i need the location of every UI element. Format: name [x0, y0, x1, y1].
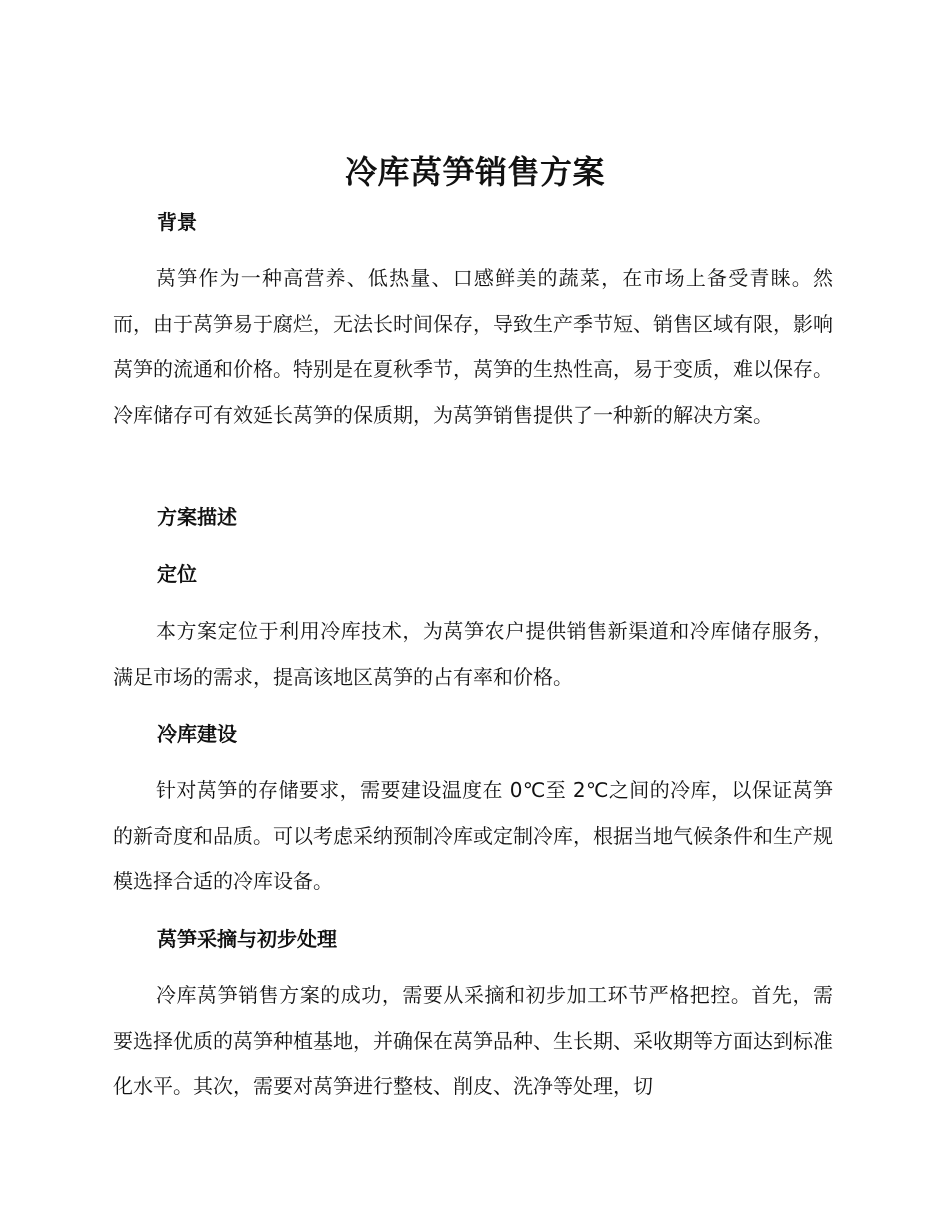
section-paragraph-background: 莴笋作为一种高营养、低热量、口感鲜美的蔬菜，在市场上备受青睐。然而，由于莴笋易于腐烂，无法长时间保存，导致生产季节短、销售区域有限，影响莴笋的流通和价格。特别是在夏秋季节，莴笋的生热性高，易于变质，难以保存。冷库储存可有效延长莴笋的保质期，为莴笋销售提供了一种新的解决方案。	[113, 266, 833, 427]
section-paragraph-positioning: 本方案定位于利用冷库技术，为莴笋农户提供销售新渠道和冷库储存服务，满足市场的需求，提高该地区莴笋的占有率和价格。	[113, 619, 833, 689]
document-title: 冷库莴笋销售方案	[344, 153, 605, 191]
section-heading-plan-description: 方案描述	[157, 505, 237, 529]
section-paragraph-harvest: 冷库莴笋销售方案的成功，需要从采摘和初步加工环节严格把控。首先，需要选择优质的莴笋种植基地，并确保在莴笋品种、生长期、采收期等方面达到标准化水平。其次，需要对莴笋进行整枝、削皮、洗净等处理，切	[113, 983, 833, 1098]
section-heading-harvest: 莴笋采摘与初步处理	[157, 927, 337, 951]
section-heading-background: 背景	[157, 210, 197, 234]
section-heading-cold-storage: 冷库建设	[157, 722, 237, 746]
section-paragraph-cold-storage: 针对莴笋的存储要求，需要建设温度在 0℃至 2℃之间的冷库，以保证莴笋的新奇度和品质。可以考虑采纳预制冷库或定制冷库，根据当地气候条件和生产规模选择合适的冷库设备。	[113, 778, 833, 893]
section-heading-positioning: 定位	[157, 562, 197, 586]
